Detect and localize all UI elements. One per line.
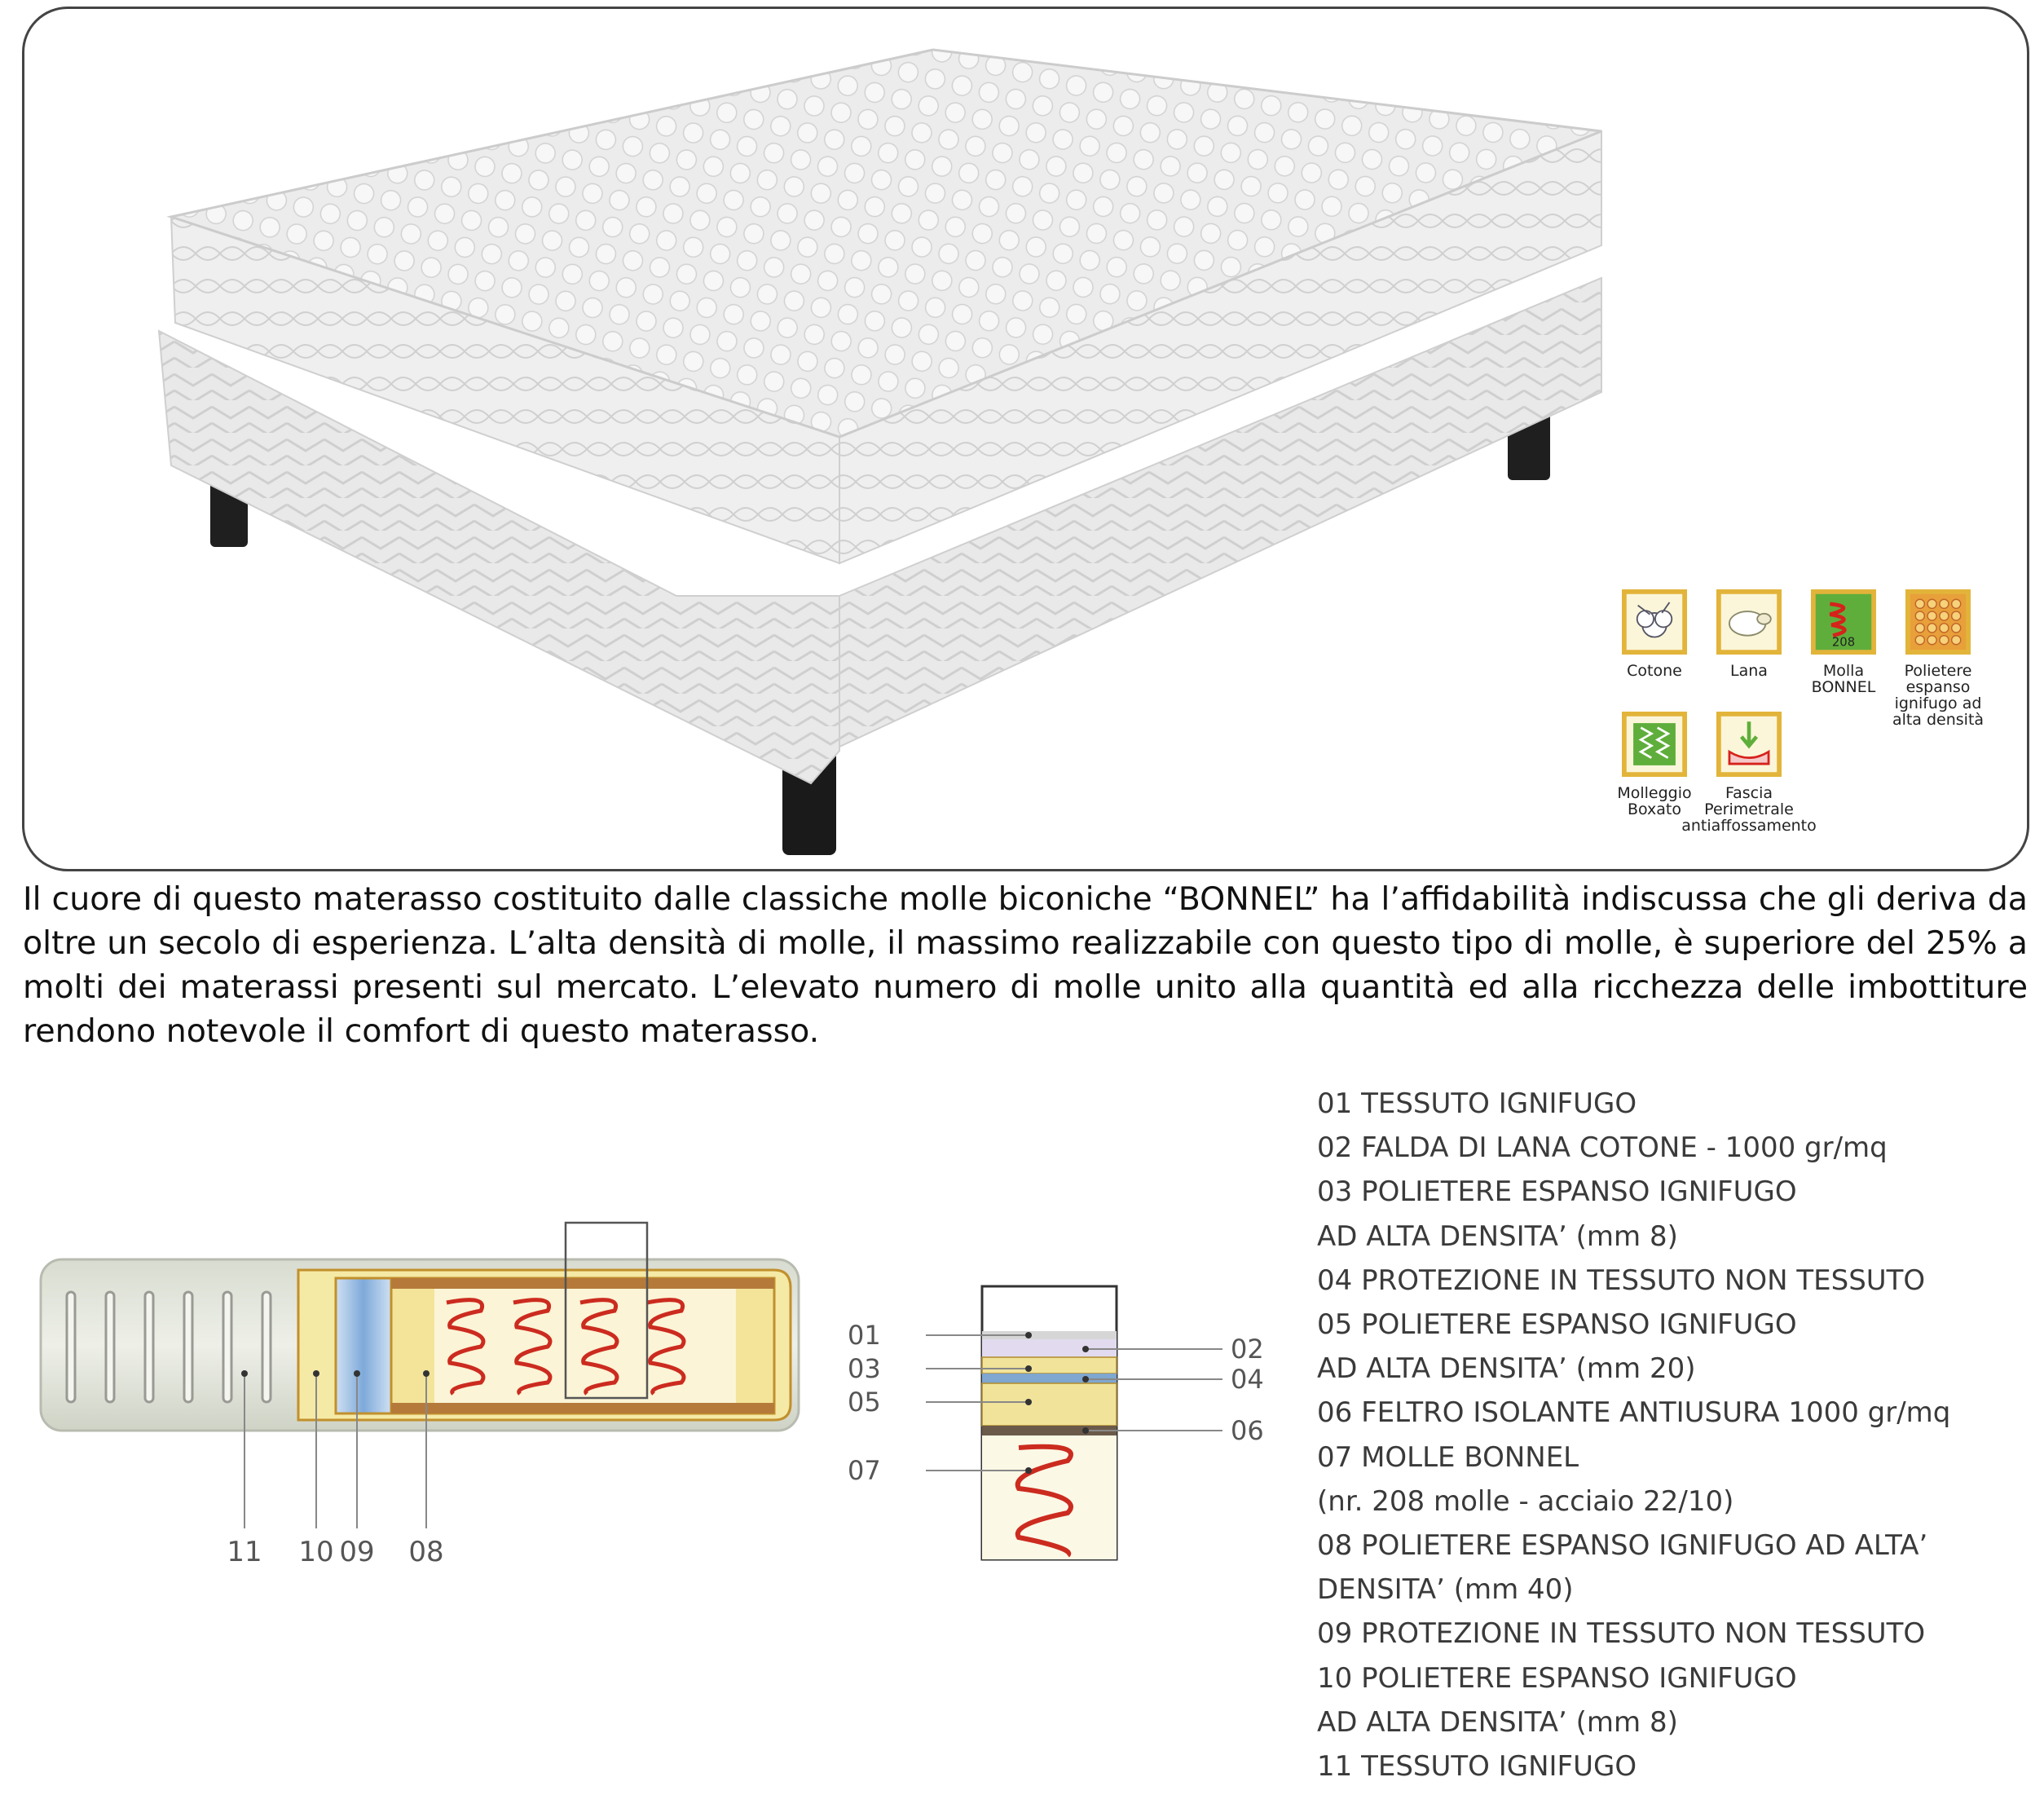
layer-list-item: 05 POLIETERE ESPANSO IGNIFUGO: [1317, 1308, 1797, 1342]
layer-list-item: 08 POLIETERE ESPANSO IGNIFUGO AD ALTA’: [1317, 1529, 1928, 1563]
layer-list-item: 10 POLIETERE ESPANSO IGNIFUGO: [1317, 1661, 1797, 1695]
layer-label-03: 03: [848, 1353, 881, 1384]
mattress-section-diagrams: [0, 1084, 1288, 1606]
layer-label-06: 06: [1231, 1415, 1264, 1446]
layer-list-item: 09 PROTEZIONE IN TESSUTO NON TESSUTO: [1317, 1617, 1926, 1651]
section-label-10: 10: [298, 1536, 334, 1568]
perimeter-band-icon: [1716, 712, 1782, 777]
layer-label-05: 05: [848, 1387, 881, 1418]
product-description: Il cuore di questo materasso costituito dalle classiche molle biconiche “BONNEL” ha l’affidabilità indiscussa che gli deriva da oltre un secolo di esperienza. L’alta densità di molle, il massimo realizzabile con questo tipo di molle, è superiore del 25% a molti dei materassi presenti sul mercato. L’elevato numero di molle unito alla quantità ed alla ricchezza delle imbottiture rendono notevole il comfort di questo materasso.: [23, 880, 2028, 1050]
layer-07: [982, 1435, 1117, 1559]
layer-03: [982, 1357, 1117, 1374]
felt-bottom: [391, 1403, 774, 1413]
layer-list-item: 01 TESSUTO IGNIFUGO: [1317, 1087, 1637, 1120]
felt-top: [391, 1278, 774, 1289]
foam-icon: [1905, 589, 1971, 655]
feature-label: Molleggio Boxato: [1617, 784, 1692, 818]
feature-perimeter-band: [1676, 712, 1822, 834]
mattress-cross-section: [41, 1223, 799, 1568]
layer-label-07: 07: [848, 1455, 881, 1486]
layer-list-item: 06 FELTRO ISOLANTE ANTIUSURA 1000 gr/mq: [1317, 1396, 1951, 1430]
layer-05: [982, 1383, 1117, 1426]
feature-label: Fascia Perimetrale antiaffossamento: [1681, 784, 1817, 835]
layer-list-item: AD ALTA DENSITA’ (mm 20): [1317, 1352, 1696, 1386]
layer-list-item: 02 FALDA DI LANA COTONE - 1000 gr/mq: [1317, 1131, 1888, 1165]
spring-count-badge: 208: [1831, 635, 1856, 650]
section-label-08: 08: [408, 1536, 444, 1568]
product-photo-frame: [22, 7, 2029, 871]
nonwoven-protection-09: [336, 1278, 391, 1413]
section-label-09: 09: [339, 1536, 375, 1568]
layer-list-item: AD ALTA DENSITA’ (mm 8): [1317, 1705, 1678, 1739]
layer-list-item: 03 POLIETERE ESPANSO IGNIFUGO: [1317, 1175, 1797, 1209]
layer-list-item: 07 MOLLE BONNEL: [1317, 1440, 1579, 1474]
layer-list-item: AD ALTA DENSITA’ (mm 8): [1317, 1219, 1678, 1253]
feature-label: Cotone: [1627, 662, 1682, 680]
feature-label: Polietere espanso ignifugo ad alta densità: [1892, 662, 1985, 729]
layer-list-item: 04 PROTEZIONE IN TESSUTO NON TESSUTO: [1317, 1263, 1926, 1297]
layer-label-04: 04: [1231, 1364, 1264, 1395]
layer-list: [1317, 1082, 1950, 1788]
feature-label: Molla BONNEL: [1811, 662, 1876, 696]
layer-list-item: (nr. 208 molle - acciaio 22/10): [1317, 1484, 1734, 1518]
section-label-11: 11: [227, 1536, 262, 1568]
feature-label: Lana: [1730, 662, 1768, 680]
layer-list-item: DENSITA’ (mm 40): [1317, 1573, 1574, 1607]
layer-label-01: 01: [848, 1320, 881, 1351]
feature-foam: [1865, 589, 2011, 728]
layer-label-02: 02: [1231, 1334, 1264, 1365]
mattress-layer-detail: [848, 1286, 1264, 1559]
layer-list-item: 11 TESSUTO IGNIFUGO: [1317, 1750, 1637, 1784]
